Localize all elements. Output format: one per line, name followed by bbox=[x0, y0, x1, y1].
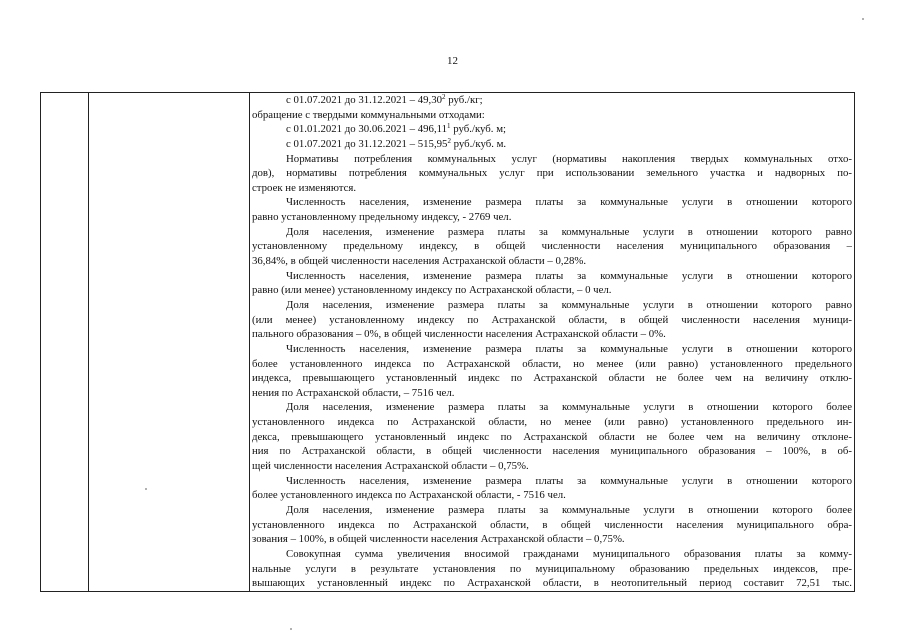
footnote-marker: 1 bbox=[447, 122, 451, 131]
text-line bbox=[252, 137, 852, 152]
footnote-marker: 2 bbox=[447, 136, 451, 145]
text-line-content: установленного индекса по Астраханской области, но менее (или равно) установленного предельного ин- bbox=[252, 416, 852, 429]
text-line bbox=[252, 342, 852, 357]
text-line-content: (или менее) установленному индексу по Астраханской области, в общей численности населения муници- bbox=[252, 313, 852, 326]
text-line-content: равно установленному предельному индексу, - 2769 чел. bbox=[252, 211, 512, 224]
text-line bbox=[252, 166, 852, 181]
text-line bbox=[252, 181, 852, 196]
document-table bbox=[40, 92, 855, 592]
scan-speck bbox=[290, 628, 292, 630]
text-line-content: Численность населения, изменение размера платы за коммунальные услуги в отношении которого bbox=[286, 196, 852, 209]
text-line bbox=[252, 210, 852, 225]
text-line bbox=[252, 254, 852, 269]
text-line-content: вышающих установленный индекс по Астраханской области, в неотопительный период составит 72,51 тыс. bbox=[252, 577, 852, 590]
text-line-content: Доля населения, изменение размера платы за коммунальные услуги в отношении которого более bbox=[286, 401, 852, 414]
table-text-cell bbox=[252, 93, 852, 591]
text-line-content: с 01.07.2021 до 31.12.2021 – 515,95 bbox=[286, 137, 448, 150]
text-line-content: более установленного индекса по Астраханской области, но менее (или равно) установленного предельного bbox=[252, 357, 852, 370]
footnote-marker: 2 bbox=[442, 93, 446, 101]
text-line-content: пального образования – 0%, в общей численности населения Астраханской области – 0%. bbox=[252, 328, 666, 341]
text-line bbox=[252, 503, 852, 518]
text-line bbox=[252, 488, 852, 503]
text-line-content: Совокупная сумма увеличения вносимой гражданами муниципального образования платы за комму- bbox=[286, 547, 852, 560]
text-line-content: нения по Астраханской области, – 7516 чел. bbox=[252, 386, 455, 399]
text-line-content: строек не изменяются. bbox=[252, 181, 357, 194]
text-line bbox=[252, 108, 852, 123]
page-number: 12 bbox=[447, 55, 458, 67]
text-line bbox=[252, 298, 852, 313]
text-line-content: равно (или менее) установленному индексу по Астраханской области, – 0 чел. bbox=[252, 284, 612, 297]
scan-speck bbox=[145, 488, 147, 490]
text-line-unit: руб./кг; bbox=[445, 94, 483, 106]
text-line bbox=[252, 532, 852, 547]
text-line bbox=[252, 415, 852, 430]
text-line bbox=[252, 518, 852, 533]
text-line bbox=[252, 459, 852, 474]
text-line bbox=[252, 371, 852, 386]
text-line-content: ния по Астраханской области, в общей численности населения муниципального образования – 100%, в об- bbox=[252, 445, 852, 458]
text-line bbox=[252, 327, 852, 342]
text-line-content: Численность населения, изменение размера платы за коммунальные услуги в отношении которого bbox=[286, 342, 852, 355]
text-line-unit: руб./куб. м; bbox=[450, 123, 507, 136]
text-line-content: установленного индекса по Астраханской области, в общей численности населения муниципального обра- bbox=[252, 518, 852, 531]
text-line-content: установленному предельному индексу, в общей численности населения муниципального образования – bbox=[252, 240, 852, 253]
text-line bbox=[252, 152, 852, 167]
text-line-content: зования – 100%, в общей численности населения Астраханской области – 0,75%. bbox=[252, 533, 625, 546]
text-line-content: Численность населения, изменение размера платы за коммунальные услуги в отношении которого bbox=[286, 474, 852, 487]
text-line bbox=[252, 122, 852, 137]
text-line-content: индекса, превышающего установленный индекс по Астраханской области не более чем на величину отклю- bbox=[252, 372, 852, 385]
text-line bbox=[252, 576, 852, 591]
text-line bbox=[252, 313, 852, 328]
text-line bbox=[252, 225, 852, 240]
text-line-content: декса, превышающего установленный индекс по Астраханской области не более чем на величину отклоне- bbox=[252, 430, 852, 443]
text-line bbox=[252, 283, 852, 298]
text-line bbox=[252, 547, 852, 562]
text-line-content: Доля населения, изменение размера платы за коммунальные услуги в отношении которого равно bbox=[286, 298, 852, 311]
table-column-divider bbox=[88, 93, 89, 591]
text-line bbox=[252, 239, 852, 254]
text-line bbox=[252, 386, 852, 401]
text-line bbox=[252, 430, 852, 445]
text-line-content: дов), нормативы потребления коммунальных услуг при использовании земельного участка и надворных по- bbox=[252, 167, 852, 180]
text-line-content: Нормативы потребления коммунальных услуг (нормативы накопления твердых коммунальных отхо- bbox=[286, 152, 852, 165]
text-line-content: с 01.07.2021 до 31.12.2021 – 49,30 bbox=[286, 94, 443, 106]
text-line-content: более установленного индекса по Астраханской области, - 7516 чел. bbox=[252, 489, 566, 502]
text-line-content: щей численности населения Астраханской области – 0,75%. bbox=[252, 460, 529, 473]
text-line bbox=[252, 444, 852, 459]
text-line bbox=[252, 357, 852, 372]
text-line-content: нальные услуги в результате установления по муниципальному образованию предельных индексов, пре- bbox=[252, 562, 852, 575]
text-line-content: 36,84%, в общей численности населения Астраханской области – 0,28%. bbox=[252, 255, 587, 268]
text-line bbox=[252, 195, 852, 210]
text-line bbox=[252, 269, 852, 284]
text-line-content: Доля населения, изменение размера платы за коммунальные услуги в отношении которого более bbox=[286, 503, 852, 516]
text-line-content: Доля населения, изменение размера платы за коммунальные услуги в отношении которого равно bbox=[286, 225, 852, 238]
text-line bbox=[252, 562, 852, 577]
text-line bbox=[252, 474, 852, 489]
text-line bbox=[252, 93, 852, 108]
table-column-divider bbox=[249, 93, 250, 591]
text-line-content: с 01.01.2021 до 30.06.2021 – 496,11 bbox=[286, 123, 448, 136]
scan-speck bbox=[862, 18, 864, 20]
text-line-content: обращение с твердыми коммунальными отходами: bbox=[252, 108, 485, 121]
text-line-unit: руб./куб. м. bbox=[450, 137, 507, 150]
text-line bbox=[252, 400, 852, 415]
text-line-content: Численность населения, изменение размера платы за коммунальные услуги в отношении которого bbox=[286, 269, 852, 282]
